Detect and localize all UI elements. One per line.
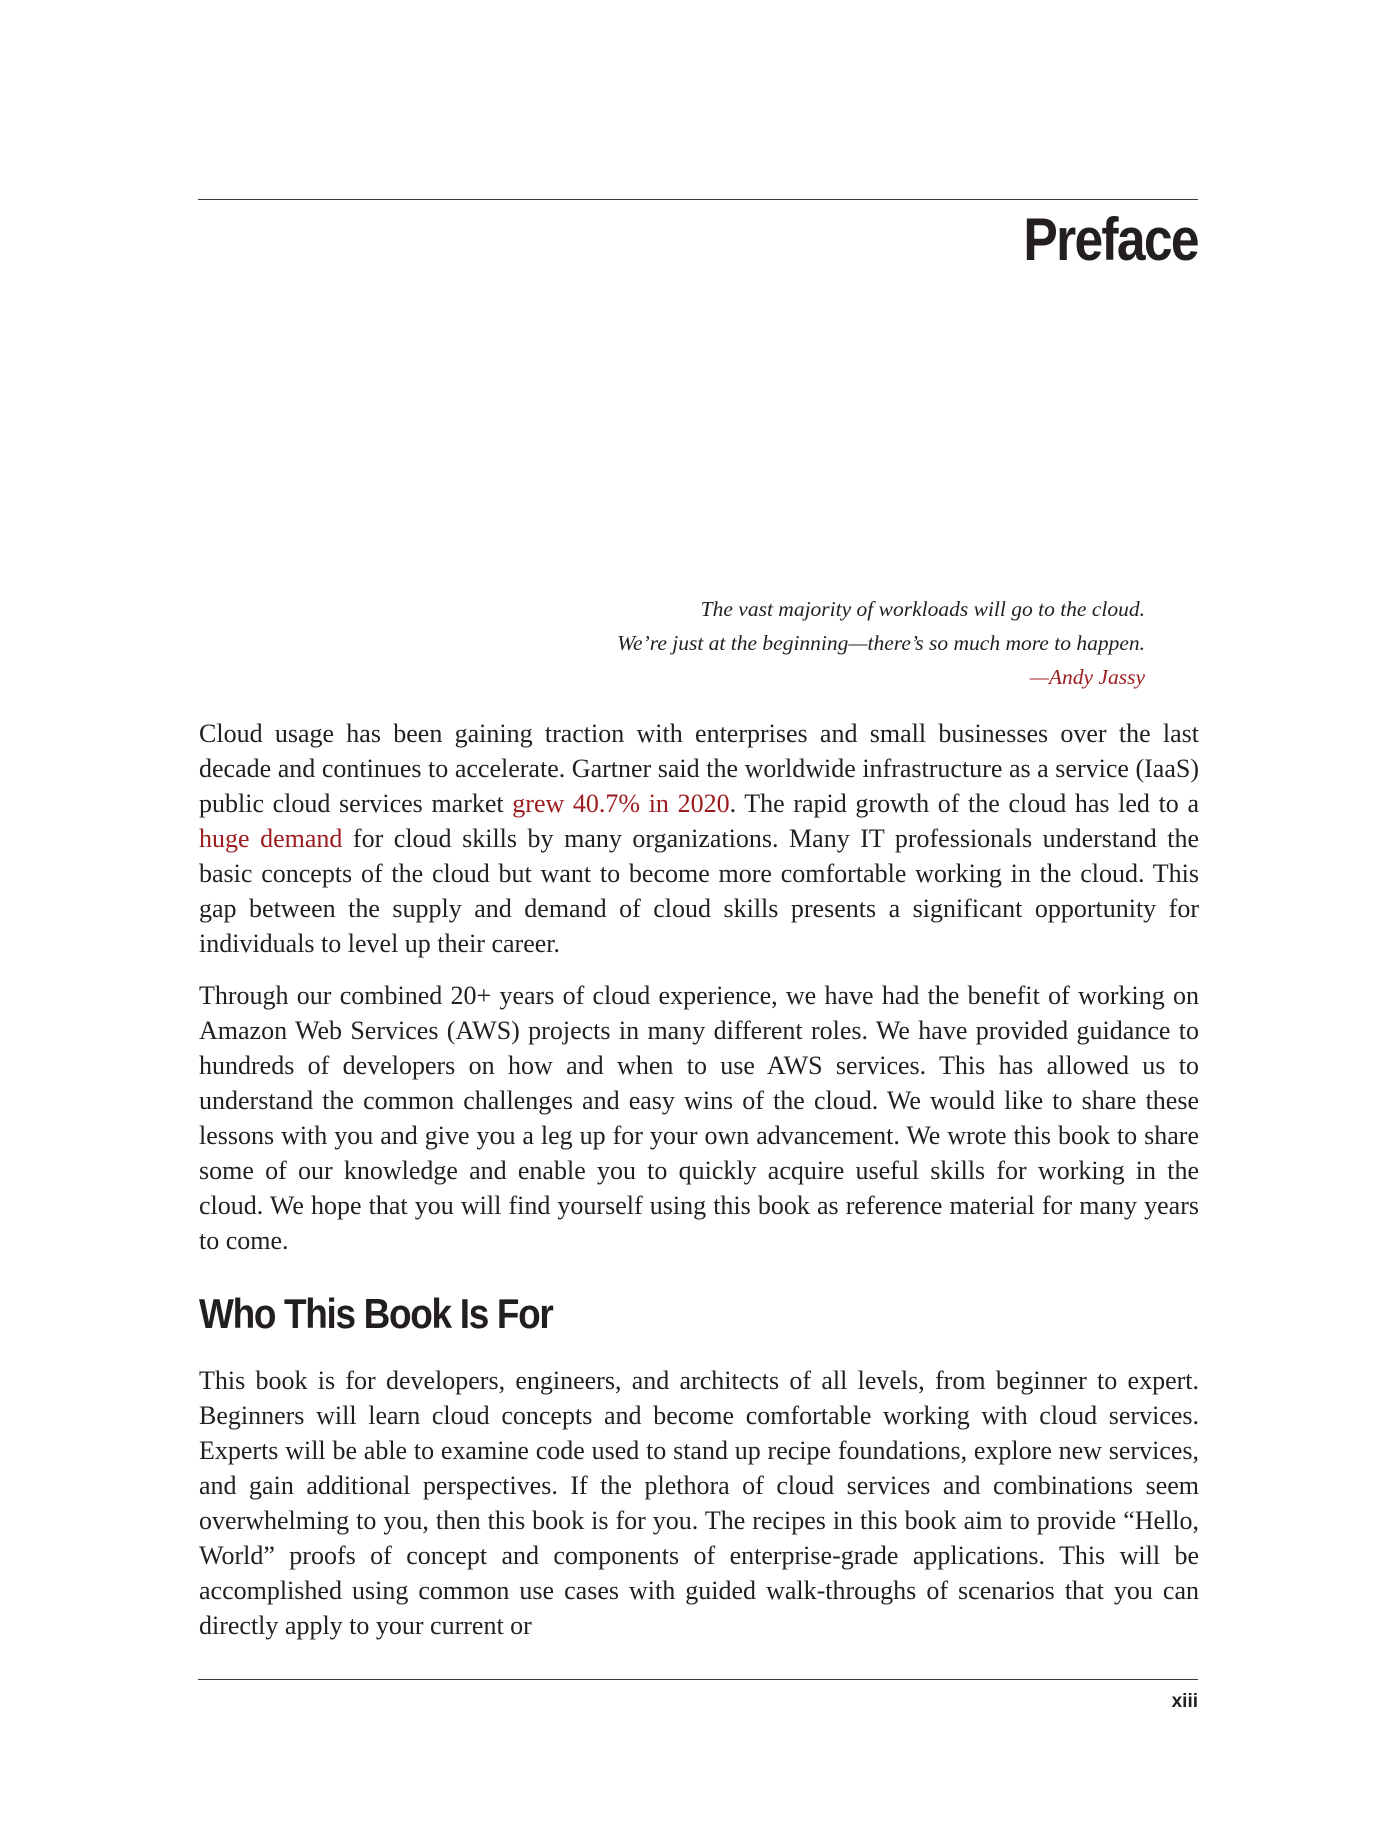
epigraph: [617, 592, 1145, 694]
experience-paragraph: Through our combined 20+ years of cloud experience, we have had the benefit of working on Amazon Web Services (AWS) projects in many different roles. We have provided guidance to hundreds of developers on how and when to use AWS services. This has allowed us to understand the common challenges and easy wins of the cloud. We would like to share these lessons with you and give you a leg up for your own advancement. We wrote this book to share some of our knowledge and enable you to quickly acquire useful skills for working in the cloud. We hope that you will find yourself using this book as reference material for many years to come.: [199, 981, 1199, 1255]
intro-paragraph: [199, 716, 1199, 961]
intro-text-3: for cloud skills by many organizations. Many IT professionals understand the basic concepts of the cloud but want to become more comfortable working in the cloud. This gap between the supply and demand of cloud skills presents a significant opportunity for individuals to level up their career.: [199, 824, 1199, 958]
intro-text-2: . The rapid growth of the cloud has led to a: [729, 789, 1199, 818]
bottom-rule: [198, 1679, 1198, 1680]
gartner-growth-link[interactable]: grew 40.7% in 2020: [512, 789, 730, 818]
section-heading: Who This Book Is For: [199, 1290, 553, 1337]
huge-demand-link[interactable]: huge demand: [199, 824, 343, 853]
audience-paragraph: This book is for developers, engineers, and architects of all levels, from beginner to expert. Beginners will learn cloud concepts and become comfortable working with cloud services. Experts will be able to examine code used to stand up recipe foundations, explore new services, and gain additional perspectives. If the plethora of cloud services and combinations seem overwhelming to you, then this book is for you. The recipes in this book aim to provide “Hello, World” proofs of concept and components of enterprise-grade applications. This will be accomplished using common use cases with guided walk-throughs of scenarios that you can directly apply to your current or: [199, 1366, 1199, 1640]
chapter-title: Preface: [1023, 206, 1198, 273]
intro-text-1: Cloud usage has been gaining traction with enterprises and small businesses over the last decade and continues to accelerate. Gartner said the worldwide infrastructure as a service (IaaS) public cloud services market: [199, 719, 1199, 818]
epigraph-line-1: The vast majority of workloads will go to the cloud.: [700, 597, 1145, 621]
page-number: xiii: [1171, 1691, 1198, 1712]
epigraph-line-2: We’re just at the beginning—there’s so much more to happen.: [617, 631, 1145, 655]
epigraph-attribution: —Andy Jassy: [1029, 665, 1145, 689]
